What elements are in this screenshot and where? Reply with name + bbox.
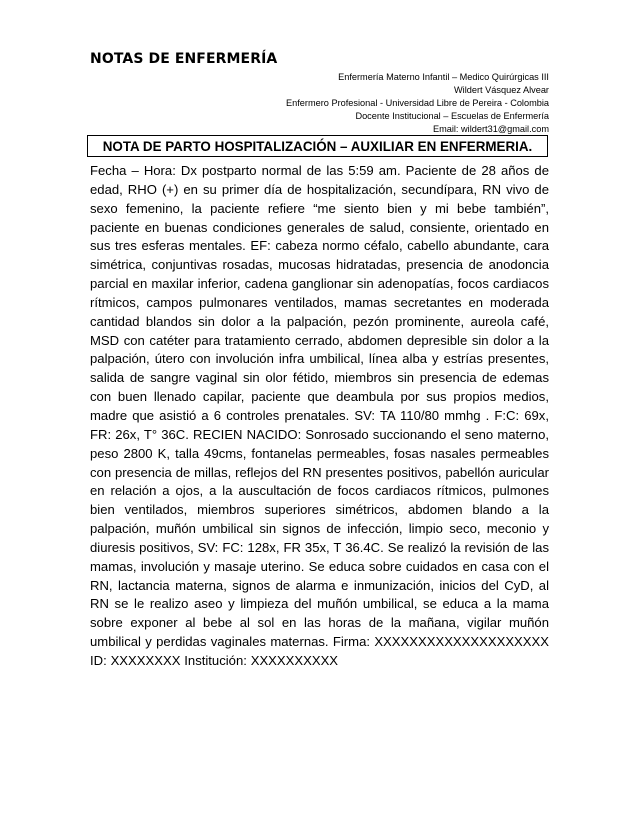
author-role: Docente Institucional – Escuelas de Enfermería (355, 110, 549, 121)
note-heading: NOTA DE PARTO HOSPITALIZACIÓN – AUXILIAR EN ENFERMERIA. (102, 138, 533, 154)
note-body: Fecha – Hora: Dx postparto normal de las 5:59 am. Paciente de 28 años de edad, RHO (+) en su primer día de hospitalización, secundípara, RN vivo de sexo femenino, la paciente refiere “me siento bien y mi bebe también”, paciente en buenas condiciones generales de salud, consiente, orientado en sus tres esferas mentales. EF: cabeza normo céfalo, cabello abundante, cara simétrica, conjuntivas rosadas, mucosas hidratadas, presencia de anodoncia parcial en maxilar inferior, cadena ganglionar sin adenopatías, focos cardiacos rítmicos, campos pulmonares ventilados, mamas secretantes en moderada cantidad blandos sin dolor a la palpación, pezón prominente, aureola café, MSD con catéter para tratamiento cerrado, abdomen depresible sin dolor a la palpación, útero con involución infra umbilical, línea alba y estrías presentes, salida de sangre vaginal sin olor fétido, miembros sin presencia de edemas con buen llenado capilar, paciente que deambula por sus propios medios, madre que asistió a 6 controles prenatales. SV: TA 110/80 mmhg . F:C: 69x, FR: 26x, T° 36C. RECIEN NACIDO: Sonrosado succionando el seno materno, peso 2800 K, talla 49cms, fontanelas permeables, fosas nasales permeables con presencia de millas, reflejos del RN presentes positivos, pabellón auricular en relación a ojos, a la auscultación de focos cardiacos rítmicos, pulmones bien ventilados, miembros superiores simétricos, abdomen blando a la palpación, muñón umbilical sin signos de infección, limpio seco, meconio y diuresis positivos, SV: FC: 128x, FR 35x, T 36.4C. Se realizó la revisión de las mamas, involución y masaje uterino. Se educa sobre cuidados en casa con el RN, lactancia materna, signos de alarma e inmunización, inicios del CyD, al RN se le realizo aseo y limpieza del muñón umbilical, se educa a la mama sobre exponer al bebe al sol en las horas de la mañana, vigilar muñón umbilical y perdidas vaginales maternas. Firma: XXXXXXXXXXXXXXXXXXXX ID: XXXXXXXX Institución: XXXXXXXXXX (90, 163, 549, 668)
author-course: Enfermería Materno Infantil – Medico Quirúrgicas III (338, 72, 549, 82)
author-info (129, 71, 549, 136)
author-profession: Enfermero Profesional - Universidad Libre de Pereira - Colombia (286, 97, 549, 108)
author-name: Wildert Vásquez Alvear (454, 84, 549, 95)
author-email: Email: wildert31@gmail.com (432, 123, 549, 134)
page-title: NOTAS DE ENFERMERÍA (90, 51, 278, 67)
note-heading-box (87, 135, 548, 157)
